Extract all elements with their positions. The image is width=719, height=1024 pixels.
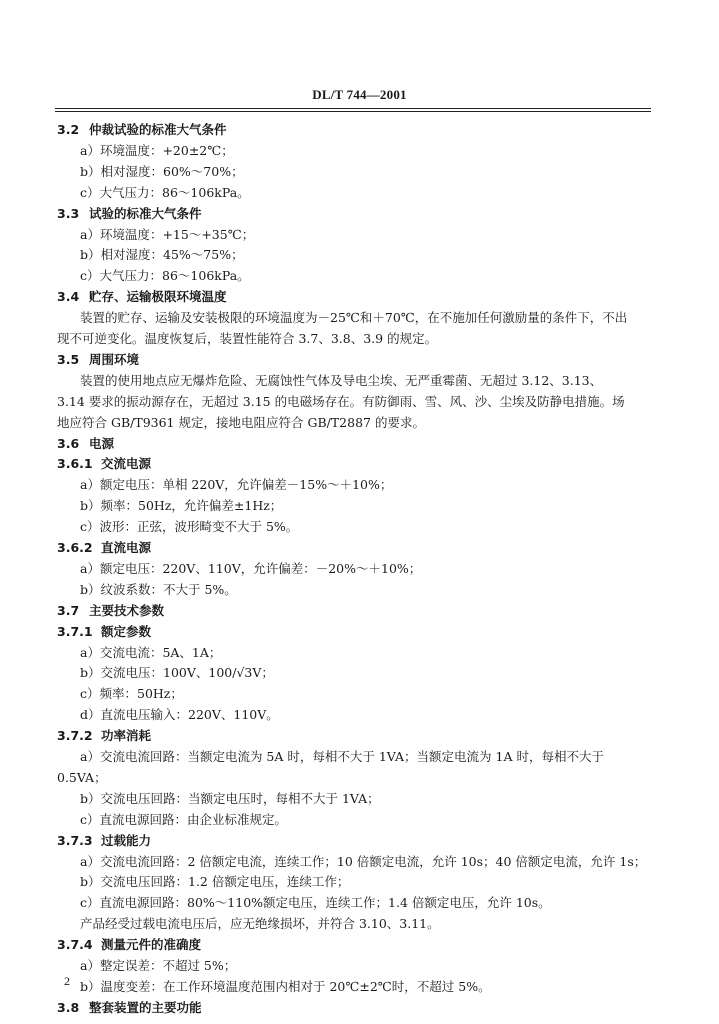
list-item: a）交流电流回路：2 倍额定电流，连续工作；10 倍额定电流，允许 10s；40 倍额定电流，允许 1s； [80, 853, 647, 869]
list-item: a）额定电压：单相 220V，允许偏差－15%～＋10%； [80, 477, 393, 493]
section-number: 3.7.4 [57, 937, 93, 953]
list-item: a）整定误差：不超过 5%； [80, 958, 237, 973]
section-title: 测量元件的准确度 [101, 937, 202, 953]
list-item: a）环境温度：+15～+35℃； [80, 226, 255, 242]
section-heading [57, 122, 227, 138]
section-number: 3.7 [57, 602, 80, 618]
paragraph-line: 3.14 要求的振动源存在，无超过 3.15 的电磁场存在。有防御雨、雪、风、沙、尘埃及防静电措施。场 [57, 393, 625, 409]
section-number: 3.8 [57, 999, 80, 1015]
page-number: 2 [64, 974, 70, 988]
list-item: b）纹波系数：不大于 5%。 [80, 581, 237, 597]
document-code-header: DL/T 744—2001 [312, 87, 407, 102]
section-number: 3.7.3 [57, 832, 93, 848]
list-item: c）频率：50Hz； [80, 686, 183, 702]
section-number: 3.6 [57, 435, 80, 451]
list-item: b）交流电压回路：1.2 倍额定电压，连续工作； [80, 874, 350, 890]
section-heading [57, 1000, 202, 1016]
section-number: 3.2 [57, 122, 80, 137]
list-item: b）交流电压回路：当额定电压时，每相不大于 1VA； [80, 790, 380, 806]
section-title: 电源 [89, 435, 115, 451]
section-title: 主要技术参数 [89, 602, 165, 618]
list-item: c）直流电源回路：80%～110%额定电压，连续工作；1.4 倍额定电压，允许 10s。 [80, 895, 551, 911]
section-heading [57, 833, 151, 849]
list-item: a）交流电流回路：当额定电流为 5A 时，每相不大于 1VA；当额定电流为 1A 时，每相不大于 [80, 749, 604, 764]
section-title: 过载能力 [101, 832, 152, 848]
list-item: d）直流电压输入：220V、110V。 [80, 707, 279, 723]
list-item: b）交流电压：100V、100/√3V； [80, 665, 274, 681]
list-item: b）相对湿度：60%～70%； [80, 163, 244, 179]
list-item: c）大气压力：86～106kPa。 [80, 184, 250, 200]
section-title: 功率消耗 [101, 728, 152, 744]
section-heading [57, 624, 151, 640]
header-rule-bottom [55, 111, 651, 112]
section-heading [57, 456, 151, 472]
section-heading [57, 289, 227, 305]
paragraph-line: 0.5VA； [57, 769, 107, 785]
section-heading [57, 937, 201, 953]
section-number: 3.7.1 [57, 623, 93, 639]
section-title: 直流电源 [101, 540, 152, 555]
section-number: 3.6.1 [57, 456, 93, 472]
list-item: b）温度变差：在工作环境温度范围内相对于 20℃±2℃时，不超过 5%。 [80, 978, 491, 994]
section-title: 周围环境 [89, 351, 140, 367]
section-heading [57, 206, 202, 222]
section-heading [57, 540, 151, 556]
list-item: c）大气压力：86～106kPa。 [80, 268, 250, 284]
list-item: b）频率：50Hz，允许偏差±1Hz； [80, 498, 283, 514]
section-heading [57, 728, 151, 744]
list-item: a）环境温度：+20±2℃； [80, 142, 234, 158]
paragraph-line: 现不可逆变化。温度恢复后，装置性能符合 3.7、3.8、3.9 的规定。 [57, 331, 438, 346]
section-number: 3.7.2 [57, 728, 93, 744]
list-item: a）交流电流：5A、1A； [80, 644, 222, 660]
section-title: 贮存、运输极限环境温度 [89, 289, 227, 305]
section-heading [57, 352, 139, 368]
list-item: c）波形：正弦，波形畸变不大于 5%。 [80, 519, 299, 535]
section-number: 3.5 [57, 351, 80, 367]
section-number: 3.4 [57, 289, 80, 305]
list-item: a）额定电压：220V、110V，允许偏差：－20%～＋10%； [80, 560, 422, 576]
section-heading [57, 436, 114, 452]
section-title: 额定参数 [101, 623, 152, 639]
section-title: 交流电源 [101, 456, 152, 472]
section-title: 整套装置的主要功能 [89, 999, 202, 1015]
section-number: 3.6.2 [57, 540, 93, 555]
paragraph-line: 装置的贮存、运输及安装极限的环境温度为－25℃和＋70℃，在不施加任何激励量的条件下，不出 [80, 310, 628, 326]
paragraph-line: 装置的使用地点应无爆炸危险、无腐蚀性气体及导电尘埃、无严重霉菌、无超过 3.12、3.13、 [80, 372, 603, 388]
section-title: 仲裁试验的标准大气条件 [89, 122, 227, 137]
list-item: b）相对湿度：45%～75%； [80, 247, 244, 263]
section-number: 3.3 [57, 205, 80, 221]
list-item: 产品经受过载电流电压后，应无绝缘损坏，并符合 3.10、3.11。 [80, 916, 440, 932]
paragraph-line: 地应符合 GB/T9361 规定，接地电阻应符合 GB/T2887 的要求。 [57, 414, 425, 430]
list-item: c）直流电源回路：由企业标准规定。 [80, 811, 288, 827]
section-heading [57, 603, 164, 619]
header-rule-top [55, 108, 651, 109]
section-title: 试验的标准大气条件 [89, 205, 202, 221]
